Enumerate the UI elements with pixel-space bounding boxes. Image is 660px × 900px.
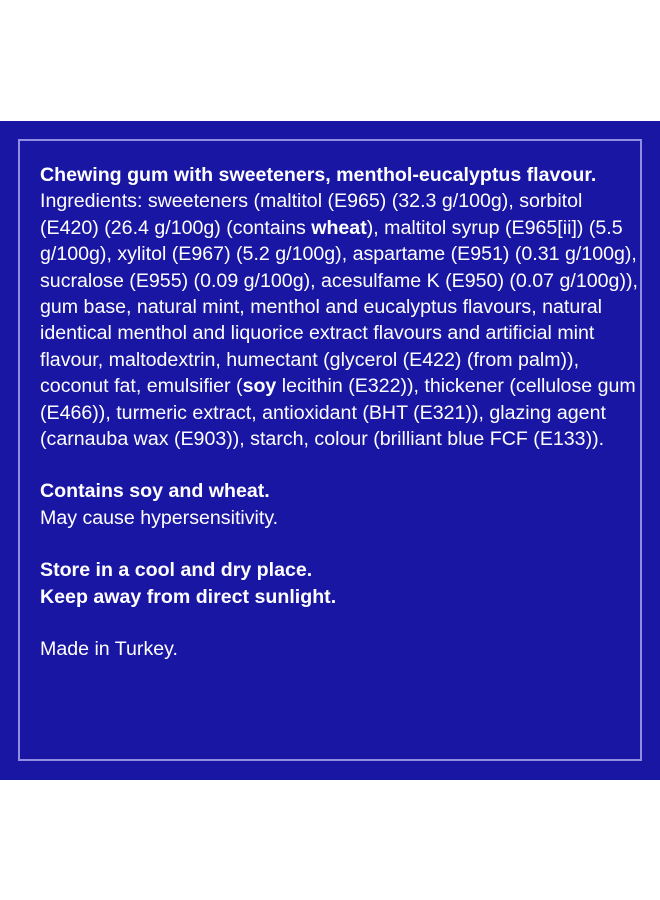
label-panel [0, 121, 660, 780]
ingredients-text-3: lecithin (E322)), thickener (cellulose gum (E466)), turmeric extract, antioxidant (BHT (E321)), glazing agent (carnauba wax (E903)), starch, colour (brilliant blue FCF (E133)). [40, 375, 636, 451]
storage-line-1: Store in a cool and dry place. [40, 559, 313, 582]
ingredients-text-1: Ingredients: sweeteners (maltitol (E965) (32.3 g/100g), sorbitol (E420) (26.4 g/100g) (contains [40, 190, 583, 239]
allergen-soy: soy [242, 375, 277, 398]
origin-paragraph [40, 636, 640, 662]
product-description: Chewing gum with sweeteners, menthol-eucalyptus flavour. [40, 164, 597, 186]
allergy-paragraph [40, 478, 640, 531]
allergy-warning: May cause hypersensitivity. [40, 506, 279, 529]
label-content [40, 162, 640, 663]
origin-text: Made in Turkey. [40, 638, 178, 661]
allergy-contains: Contains soy and wheat. [40, 480, 270, 503]
label-frame [18, 139, 642, 761]
storage-paragraph [40, 557, 640, 610]
ingredients-text-2: ), maltitol syrup (E965[ii]) (5.5 g/100g), xylitol (E967) (5.2 g/100g), aspartame (E951) (0.31 g/100g), sucralose (E955) (0.09 g/100g), acesulfame K (E950) (0.07 g/100g)), gum base, natural mint, menthol and eucalyptus flavours, natural identical menthol and liquorice extract flavours and artificial mint flavour, maltodextrin, humectant (glycerol (E422) (from palm)), coconut fat, emulsifier ( [40, 216, 638, 398]
ingredients-paragraph [40, 162, 640, 452]
storage-line-2: Keep away from direct sunlight. [40, 585, 337, 608]
allergen-wheat: wheat [311, 216, 367, 239]
